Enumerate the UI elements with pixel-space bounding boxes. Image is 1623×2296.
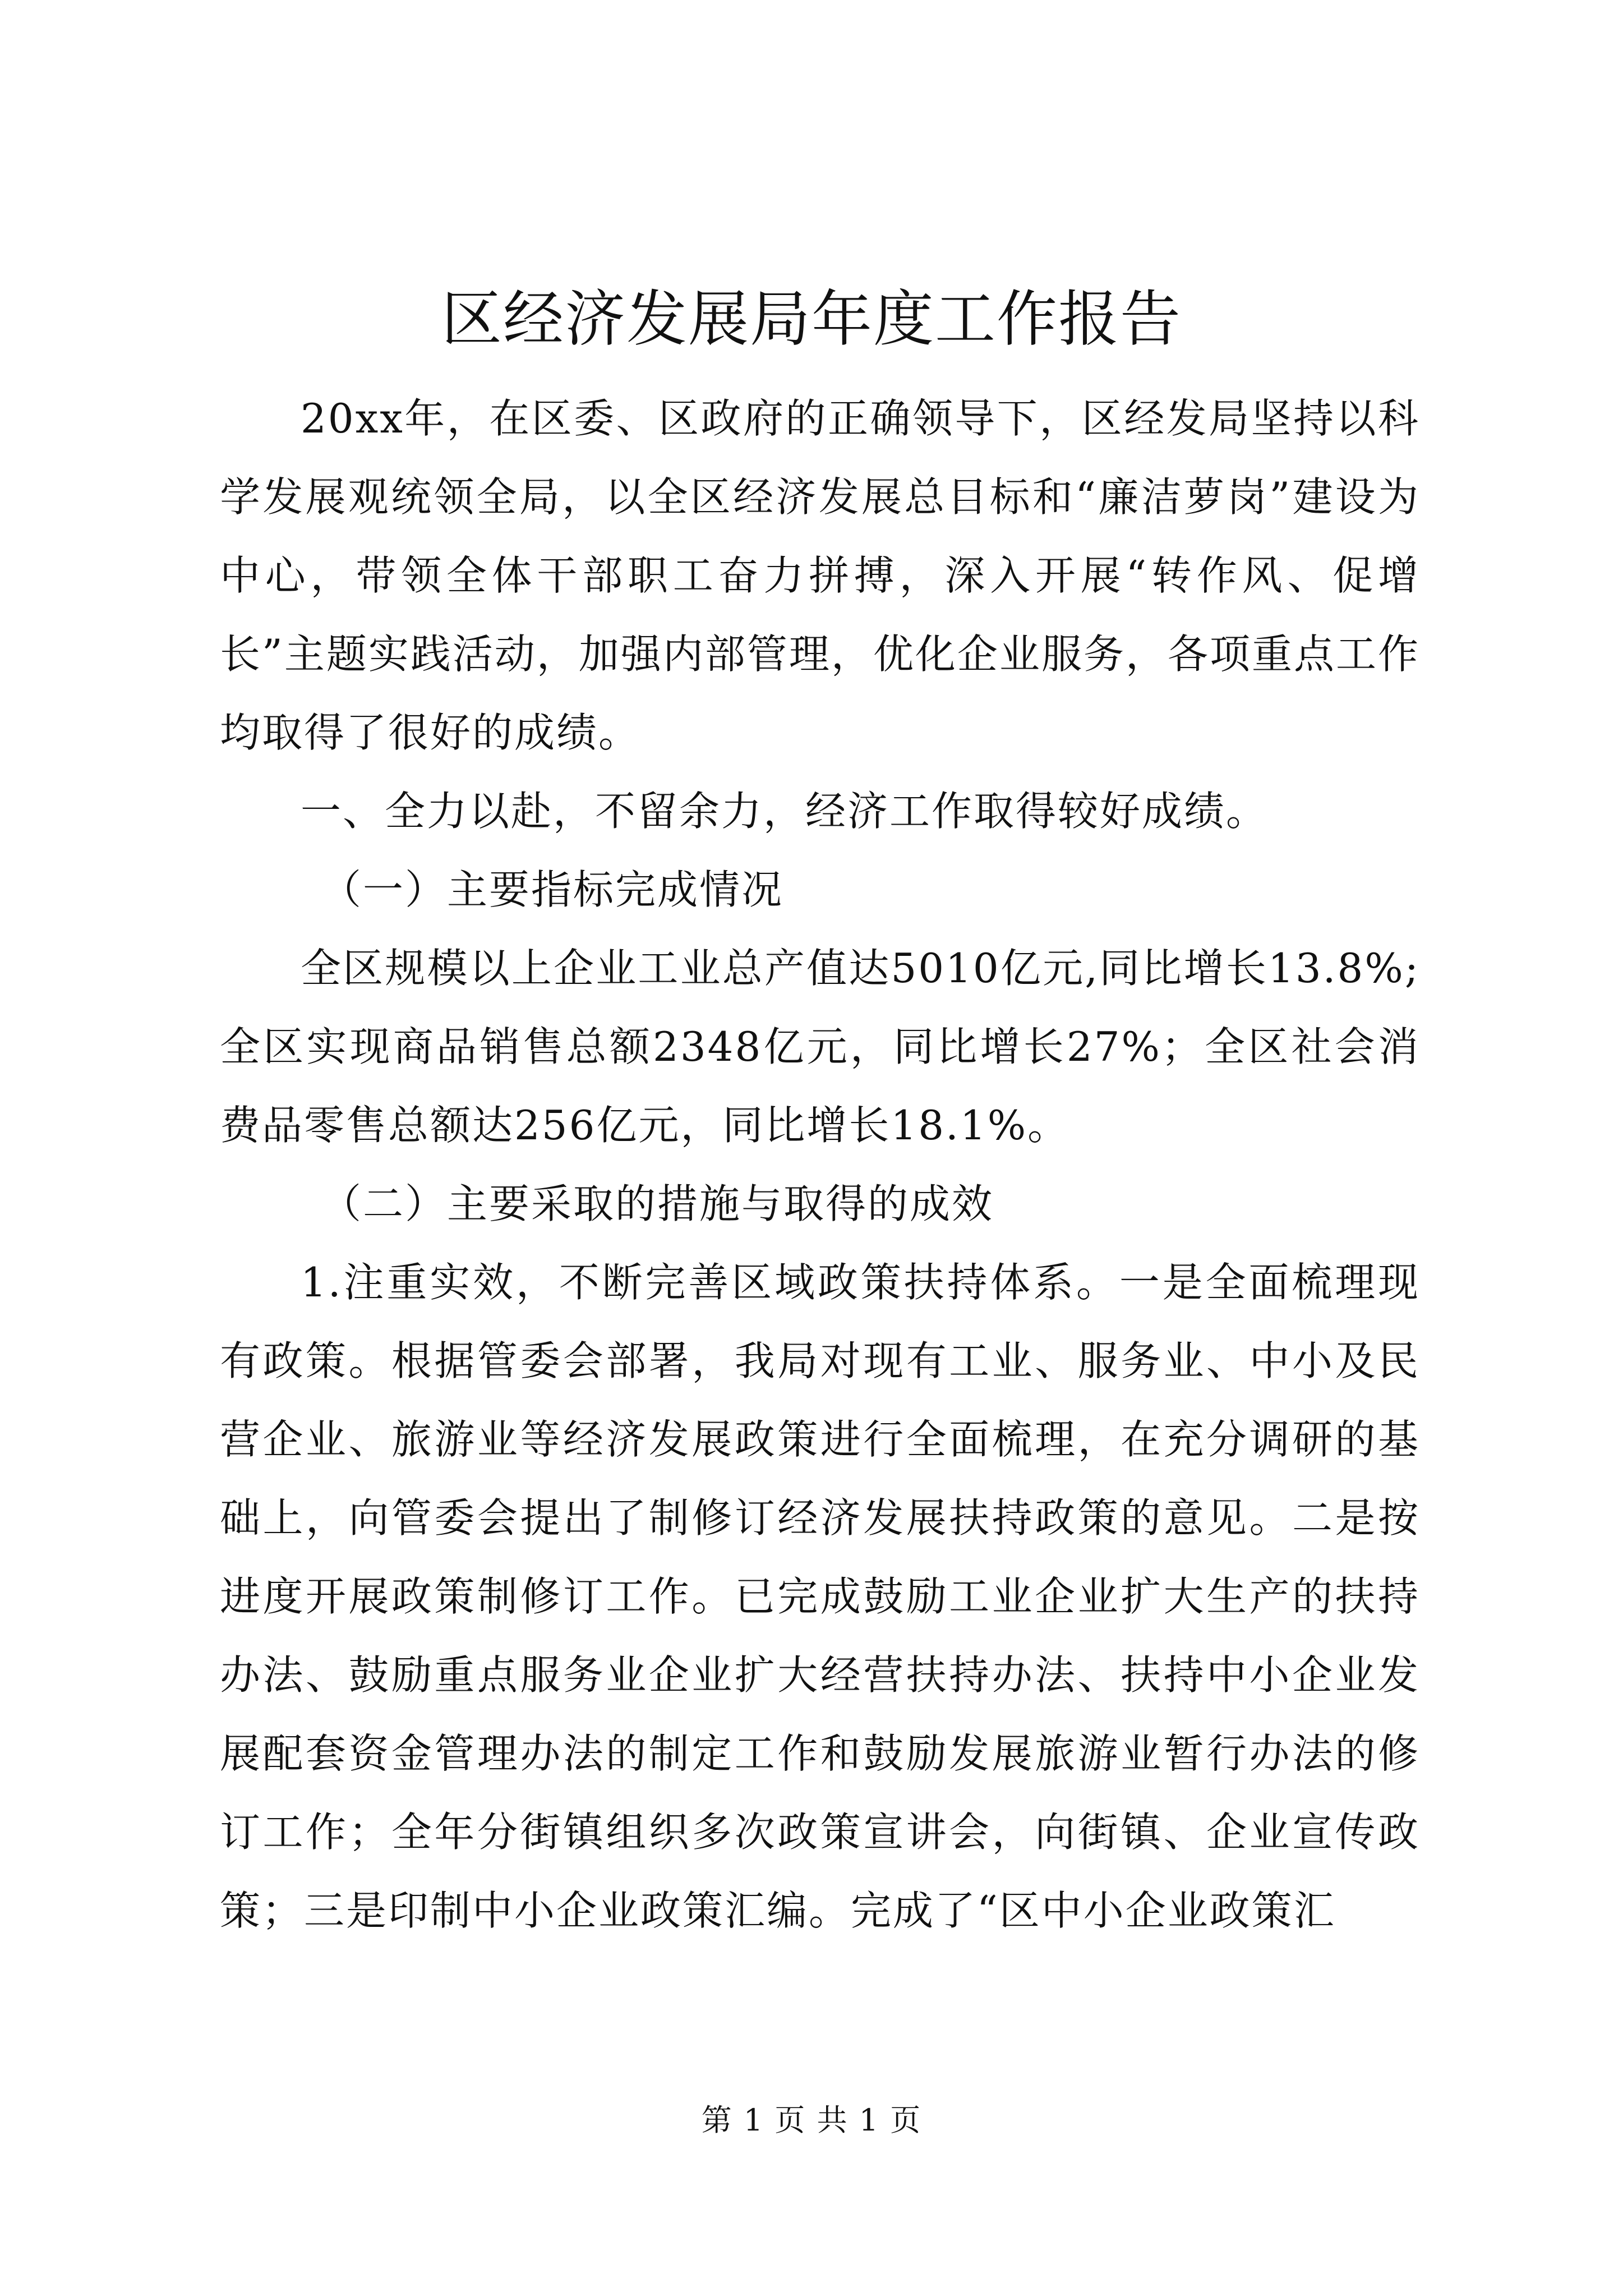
paragraph-intro: 20xx年，在区委、区政府的正确领导下，区经发局坚持以科学发展观统领全局，以全区经济发展总目标和“廉洁萝岗”建设为中心，带领全体干部职工奋力拼搏，深入开展“转作风、促增长”主题实践活动，加强内部管理，优化企业服务，各项重点工作均取得了很好的成绩。	[220, 395, 1420, 756]
paragraph-subheading-measures: （二）主要采取的措施与取得的成效	[321, 1180, 994, 1227]
page-footer: 第 1 页 共 1 页	[701, 2102, 922, 2138]
document-title: 区经济发展局年度工作报告	[441, 284, 1182, 355]
paragraph-measures: 1.注重实效，不断完善区域政策扶持体系。一是全面梳理现有政策。根据管委会部署，我局对现有工业、服务业、中小及民营企业、旅游业等经济发展政策进行全面梳理，在充分调研的基础上，向管委会提出了制修订经济发展扶持政策的意见。二是按进度开展政策制修订工作。已完成鼓励工业企业扩大生产的扶持办法、鼓励重点服务业企业扩大经营扶持办法、扶持中小企业发展配套资金管理办法的制定工作和鼓励发展旅游业暂行办法的修订工作；全年分街镇组织多次政策宣讲会，向街镇、企业宣传政策；三是印制中小企业政策汇编。完成了“区中小企业政策汇	[220, 1259, 1420, 1934]
document-body	[220, 379, 1420, 1950]
paragraph-subheading-indicators: （一）主要指标完成情况	[321, 866, 784, 913]
paragraph-section-heading: 一、全力以赴，不留余力，经济工作取得较好成绩。	[301, 788, 1269, 835]
paragraph-indicators: 全区规模以上企业工业总产值达5010亿元,同比增长13.8%;全区实现商品销售总额2348亿元，同比增长27%；全区社会消费品零售总额达256亿元，同比增长18.1%。	[220, 945, 1420, 1149]
